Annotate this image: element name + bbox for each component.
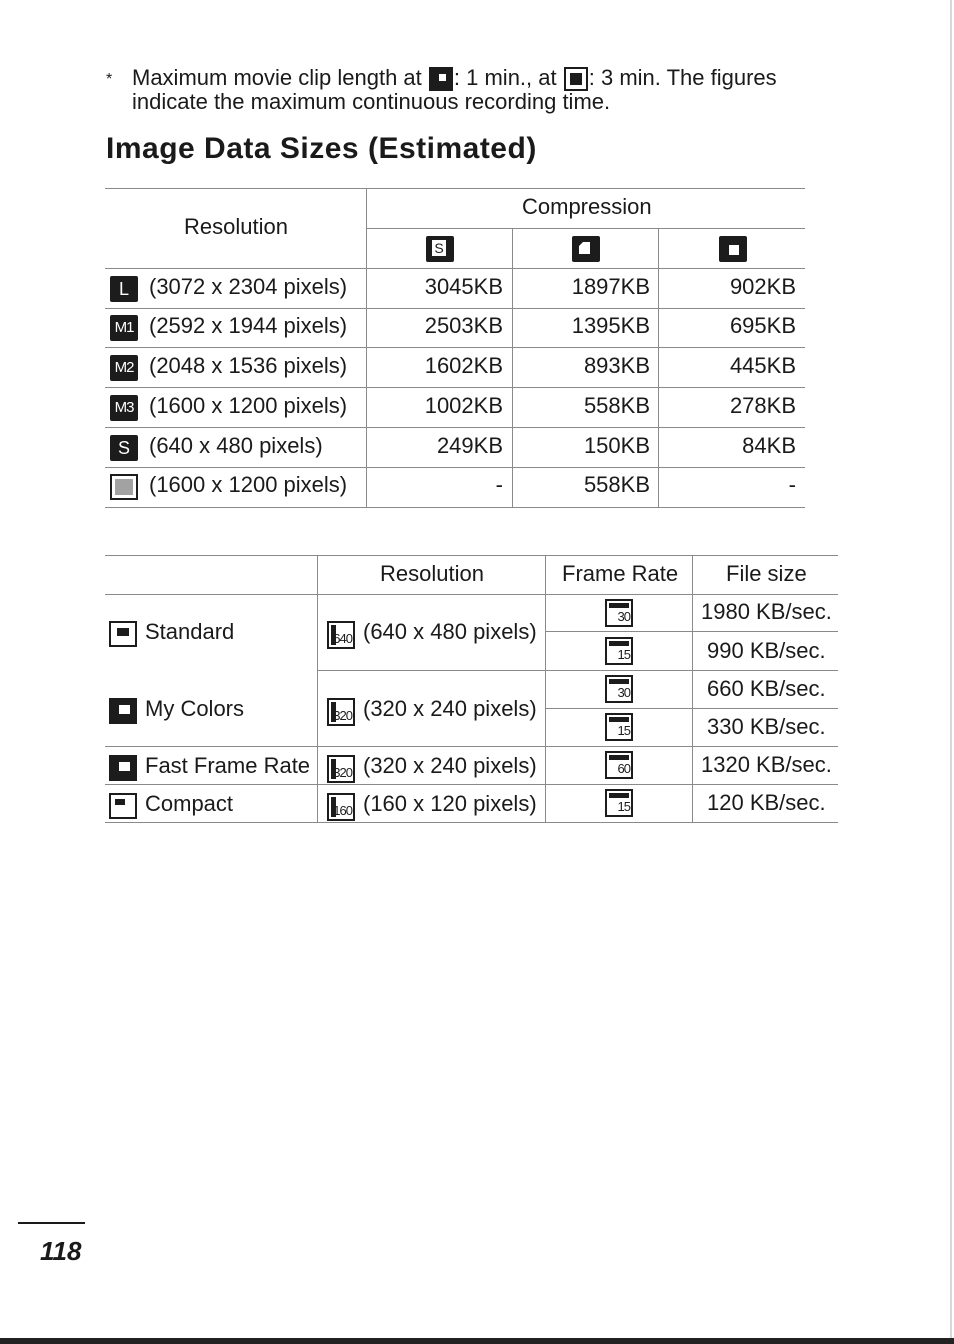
movie-resolution-640-icon: 640 xyxy=(327,621,355,649)
header-file-size: File size xyxy=(726,561,807,586)
standard-movie-icon xyxy=(109,621,137,647)
frame-rate-15-icon: 15 xyxy=(605,637,633,665)
resolution-medium3-icon: M3 xyxy=(110,395,138,421)
footnote-line-1: Maximum movie clip length at : 1 min., at : 3 min. The figures xyxy=(132,65,777,90)
section-heading: Image Data Sizes (Estimated) xyxy=(106,132,537,165)
fine-icon xyxy=(572,236,600,262)
header-frame-rate: Frame Rate xyxy=(562,561,679,586)
resolution-small-icon: S xyxy=(110,435,138,461)
normal-icon xyxy=(719,236,747,262)
movie-resolution-160-icon: 160 xyxy=(327,793,355,821)
frame-rate-30-icon: 30 xyxy=(605,675,633,703)
mode-label: Fast Frame Rate xyxy=(145,753,311,778)
header-compression: Compression xyxy=(522,194,652,219)
header-resolution: Resolution xyxy=(184,214,288,239)
compact-movie-icon xyxy=(564,67,588,91)
resolution-medium2-icon: M2 xyxy=(110,355,138,381)
footnote-marker: * xyxy=(106,71,113,88)
superfine-icon: S xyxy=(426,236,454,262)
header-resolution-2: Resolution xyxy=(380,561,484,586)
mode-label: Standard xyxy=(145,619,235,644)
postcard-icon xyxy=(110,474,138,500)
frame-rate-15-icon: 15 xyxy=(605,789,633,817)
frame-rate-15-icon: 15 xyxy=(605,713,633,741)
fast-frame-rate-movie-icon xyxy=(429,67,453,91)
frame-rate-60-icon: 60 xyxy=(605,751,633,779)
my-colors-movie-icon xyxy=(109,698,137,724)
mode-label: Compact xyxy=(145,791,234,816)
frame-rate-30-icon: 30 xyxy=(605,599,633,627)
resolution-medium1-icon: M1 xyxy=(110,315,138,341)
page-edge xyxy=(950,0,952,1344)
page-number-rule xyxy=(18,1222,85,1224)
page-number: 118 xyxy=(40,1236,82,1266)
resolution-large-icon: L xyxy=(110,276,138,302)
movie-resolution-320-icon: 320 xyxy=(327,698,355,726)
fast-frame-rate-movie-icon xyxy=(109,755,137,781)
mode-label: My Colors xyxy=(145,696,245,721)
compact-movie-icon xyxy=(109,793,137,819)
movie-resolution-320-icon: 320 xyxy=(327,755,355,783)
footnote-line-2: indicate the maximum continuous recording time. xyxy=(132,89,611,114)
page-bottom-edge xyxy=(0,1338,954,1344)
